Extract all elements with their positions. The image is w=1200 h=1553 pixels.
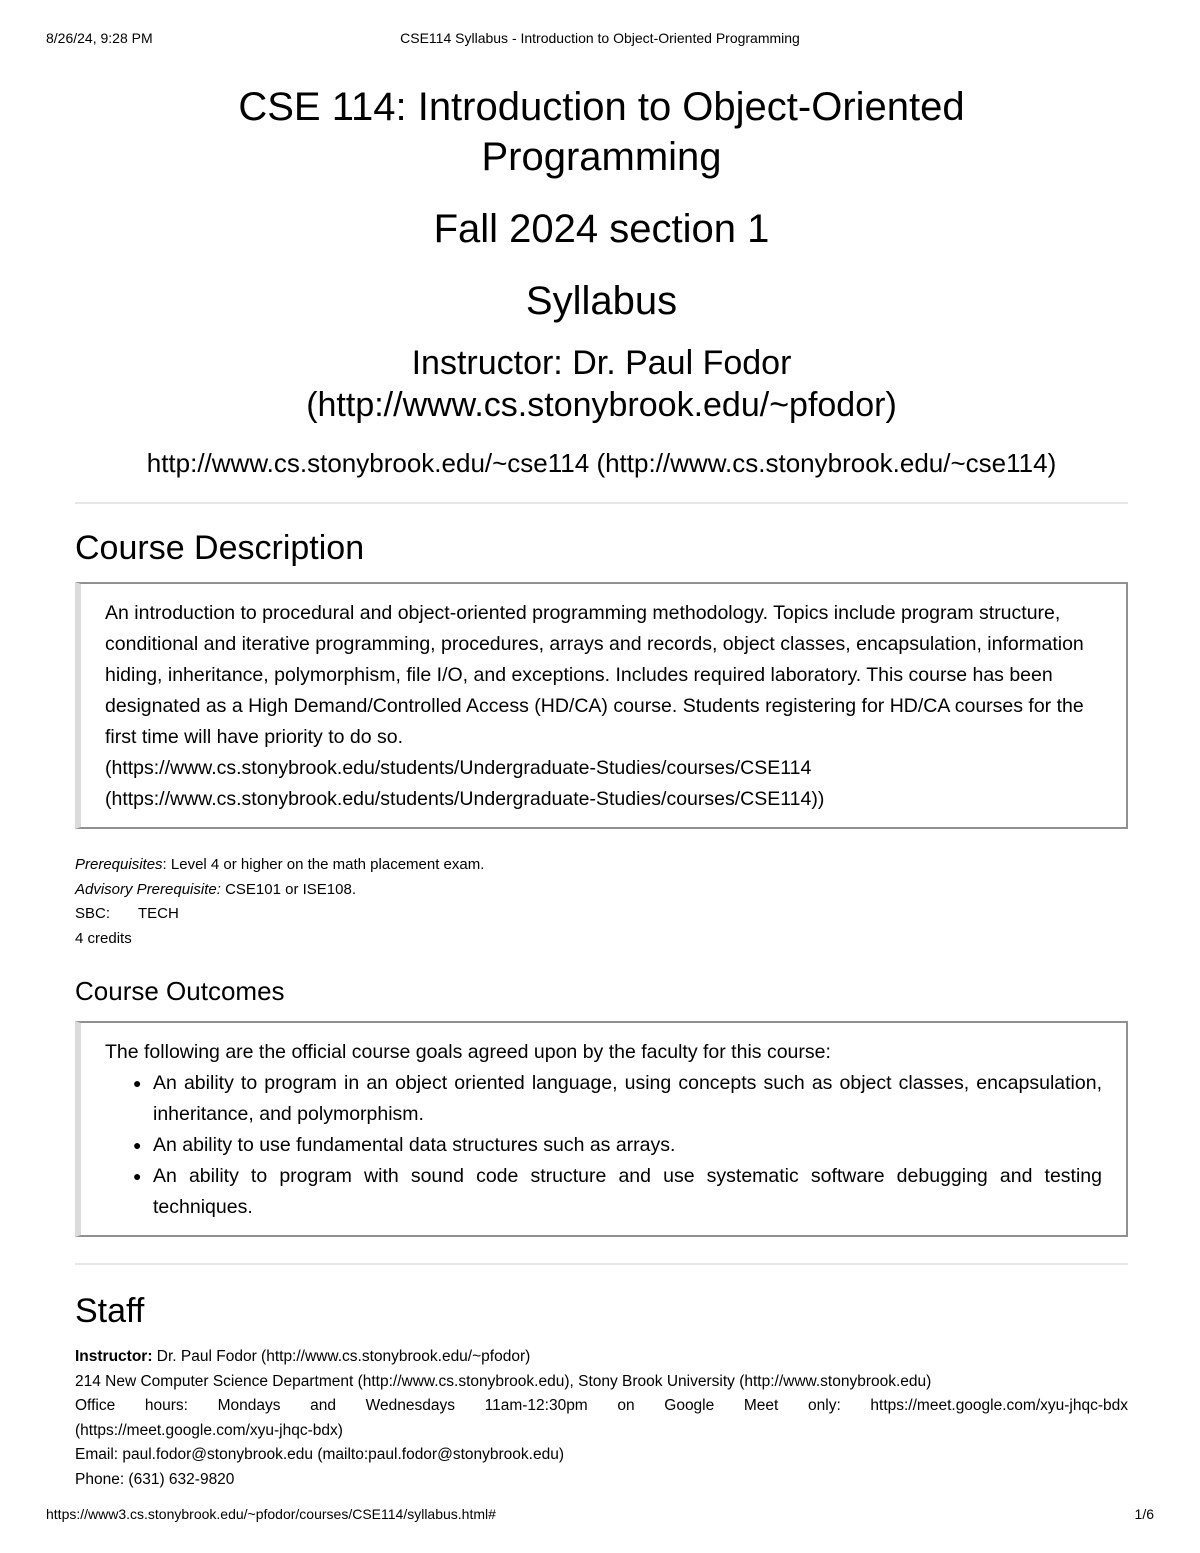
staff-phone: Phone: (631) 632-9820	[75, 1470, 235, 1488]
course-title-line1: CSE 114: Introduction to Object-Oriented	[238, 85, 965, 129]
bullet-icon: ●	[133, 1137, 142, 1153]
instructor-name: Instructor: Dr. Paul Fodor	[411, 344, 792, 382]
course-description-box	[75, 582, 1128, 829]
staff-email[interactable]: Email: paul.fodor@stonybrook.edu (mailto:paul.fodor@stonybrook.edu)	[75, 1446, 564, 1463]
instructor-link[interactable]: (http://www.cs.stonybrook.edu/~pfodor)	[306, 386, 897, 424]
staff-address: 214 New Computer Science Department (http://www.cs.stonybrook.edu), Stony Brook University (http://www.stonybrook.edu)	[75, 1372, 932, 1390]
instructor-heading	[75, 342, 1128, 426]
print-header	[0, 30, 1200, 50]
course-title-line2: Programming	[481, 135, 722, 179]
course-title	[75, 82, 1128, 182]
list-item: ● An ability to program in an object oriented language, using concepts such as object classes, encapsulation, inheritance, and polymorphism.	[153, 1068, 1102, 1130]
advisory-label: Advisory Prerequisite:	[75, 880, 221, 898]
course-site-link[interactable]: http://www.cs.stonybrook.edu/~cse114 (http://www.cs.stonybrook.edu/~cse114)	[146, 448, 1057, 478]
course-catalog-link-line1: (https://www.cs.stonybrook.edu/students/Undergraduate-Studies/courses/CSE114	[105, 757, 812, 779]
prerequisites	[75, 853, 1128, 878]
course-catalog-link[interactable]	[105, 757, 824, 810]
prerequisites-value: : Level 4 or higher on the math placement exam.	[162, 856, 485, 873]
course-description-heading: Course Description	[75, 529, 365, 567]
sbc-label: SBC:	[75, 905, 111, 922]
list-item: ● An ability to program with sound code structure and use systematic software debugging and testing techniques.	[153, 1161, 1102, 1223]
course-meta	[75, 853, 1128, 951]
bullet-icon: ●	[133, 1168, 142, 1184]
divider	[75, 1263, 1128, 1265]
print-footer	[0, 1506, 1200, 1526]
office-hours-line1[interactable]: Office hours: Mondays and Wednesdays 11am-12:30pm on Google Meet only: https://meet.google.com/xyu-jhqc-bdx	[75, 1397, 1128, 1414]
print-url: https://www3.cs.stonybrook.edu/~pfodor/courses/CSE114/syllabus.html#	[46, 1506, 496, 1522]
course-outcomes-heading: Course Outcomes	[75, 976, 285, 1006]
course-term: Fall 2024 section 1	[433, 207, 770, 251]
bullet-icon: ●	[133, 1075, 142, 1091]
course-outcomes-box	[75, 1021, 1128, 1237]
syllabus-content	[75, 82, 1128, 1492]
course-catalog-link-line2: (https://www.cs.stonybrook.edu/students/Undergraduate-Studies/courses/CSE114))	[105, 788, 825, 810]
divider	[75, 502, 1128, 504]
course-description-text: An introduction to procedural and object-oriented programming methodology. Topics include program structure, conditional and iterative programming, procedures, arrays and records, object classes, encapsulation, information hiding, inheritance, polymorphism, file I/O, and exceptions. Includes required laboratory. This course has been designated as a High Demand/Controlled Access (HD/CA) course. Students registering for HD/CA courses for the first time will have priority to do so.	[105, 602, 1084, 748]
print-datetime: 8/26/24, 9:28 PM	[46, 30, 153, 46]
outcomes-list	[105, 1068, 1102, 1223]
staff-instructor-label: Instructor:	[75, 1348, 153, 1365]
credits: 4 credits	[75, 929, 132, 947]
staff-info	[75, 1345, 1128, 1492]
staff-heading: Staff	[75, 1292, 145, 1330]
outcomes-intro: The following are the official course goals agreed upon by the faculty for this course:	[105, 1041, 831, 1063]
list-item: ● An ability to use fundamental data structures such as arrays.	[153, 1130, 1102, 1161]
advisory-prerequisite	[75, 878, 1128, 903]
sbc	[75, 902, 1128, 927]
staff-instructor-value[interactable]: Dr. Paul Fodor (http://www.cs.stonybrook.edu/~pfodor)	[152, 1348, 531, 1365]
page-number: 1/6	[1134, 1506, 1154, 1522]
office-hours-line2[interactable]: (https://meet.google.com/xyu-jhqc-bdx)	[75, 1421, 343, 1439]
advisory-value: CSE101 or ISE108.	[220, 880, 356, 898]
syllabus-heading: Syllabus	[525, 279, 678, 323]
prerequisites-label: Prerequisites	[75, 856, 163, 873]
print-doc-title: CSE114 Syllabus - Introduction to Object-Oriented Programming	[400, 30, 800, 46]
sbc-value: TECH	[138, 905, 179, 922]
staff-instructor	[75, 1345, 1128, 1370]
